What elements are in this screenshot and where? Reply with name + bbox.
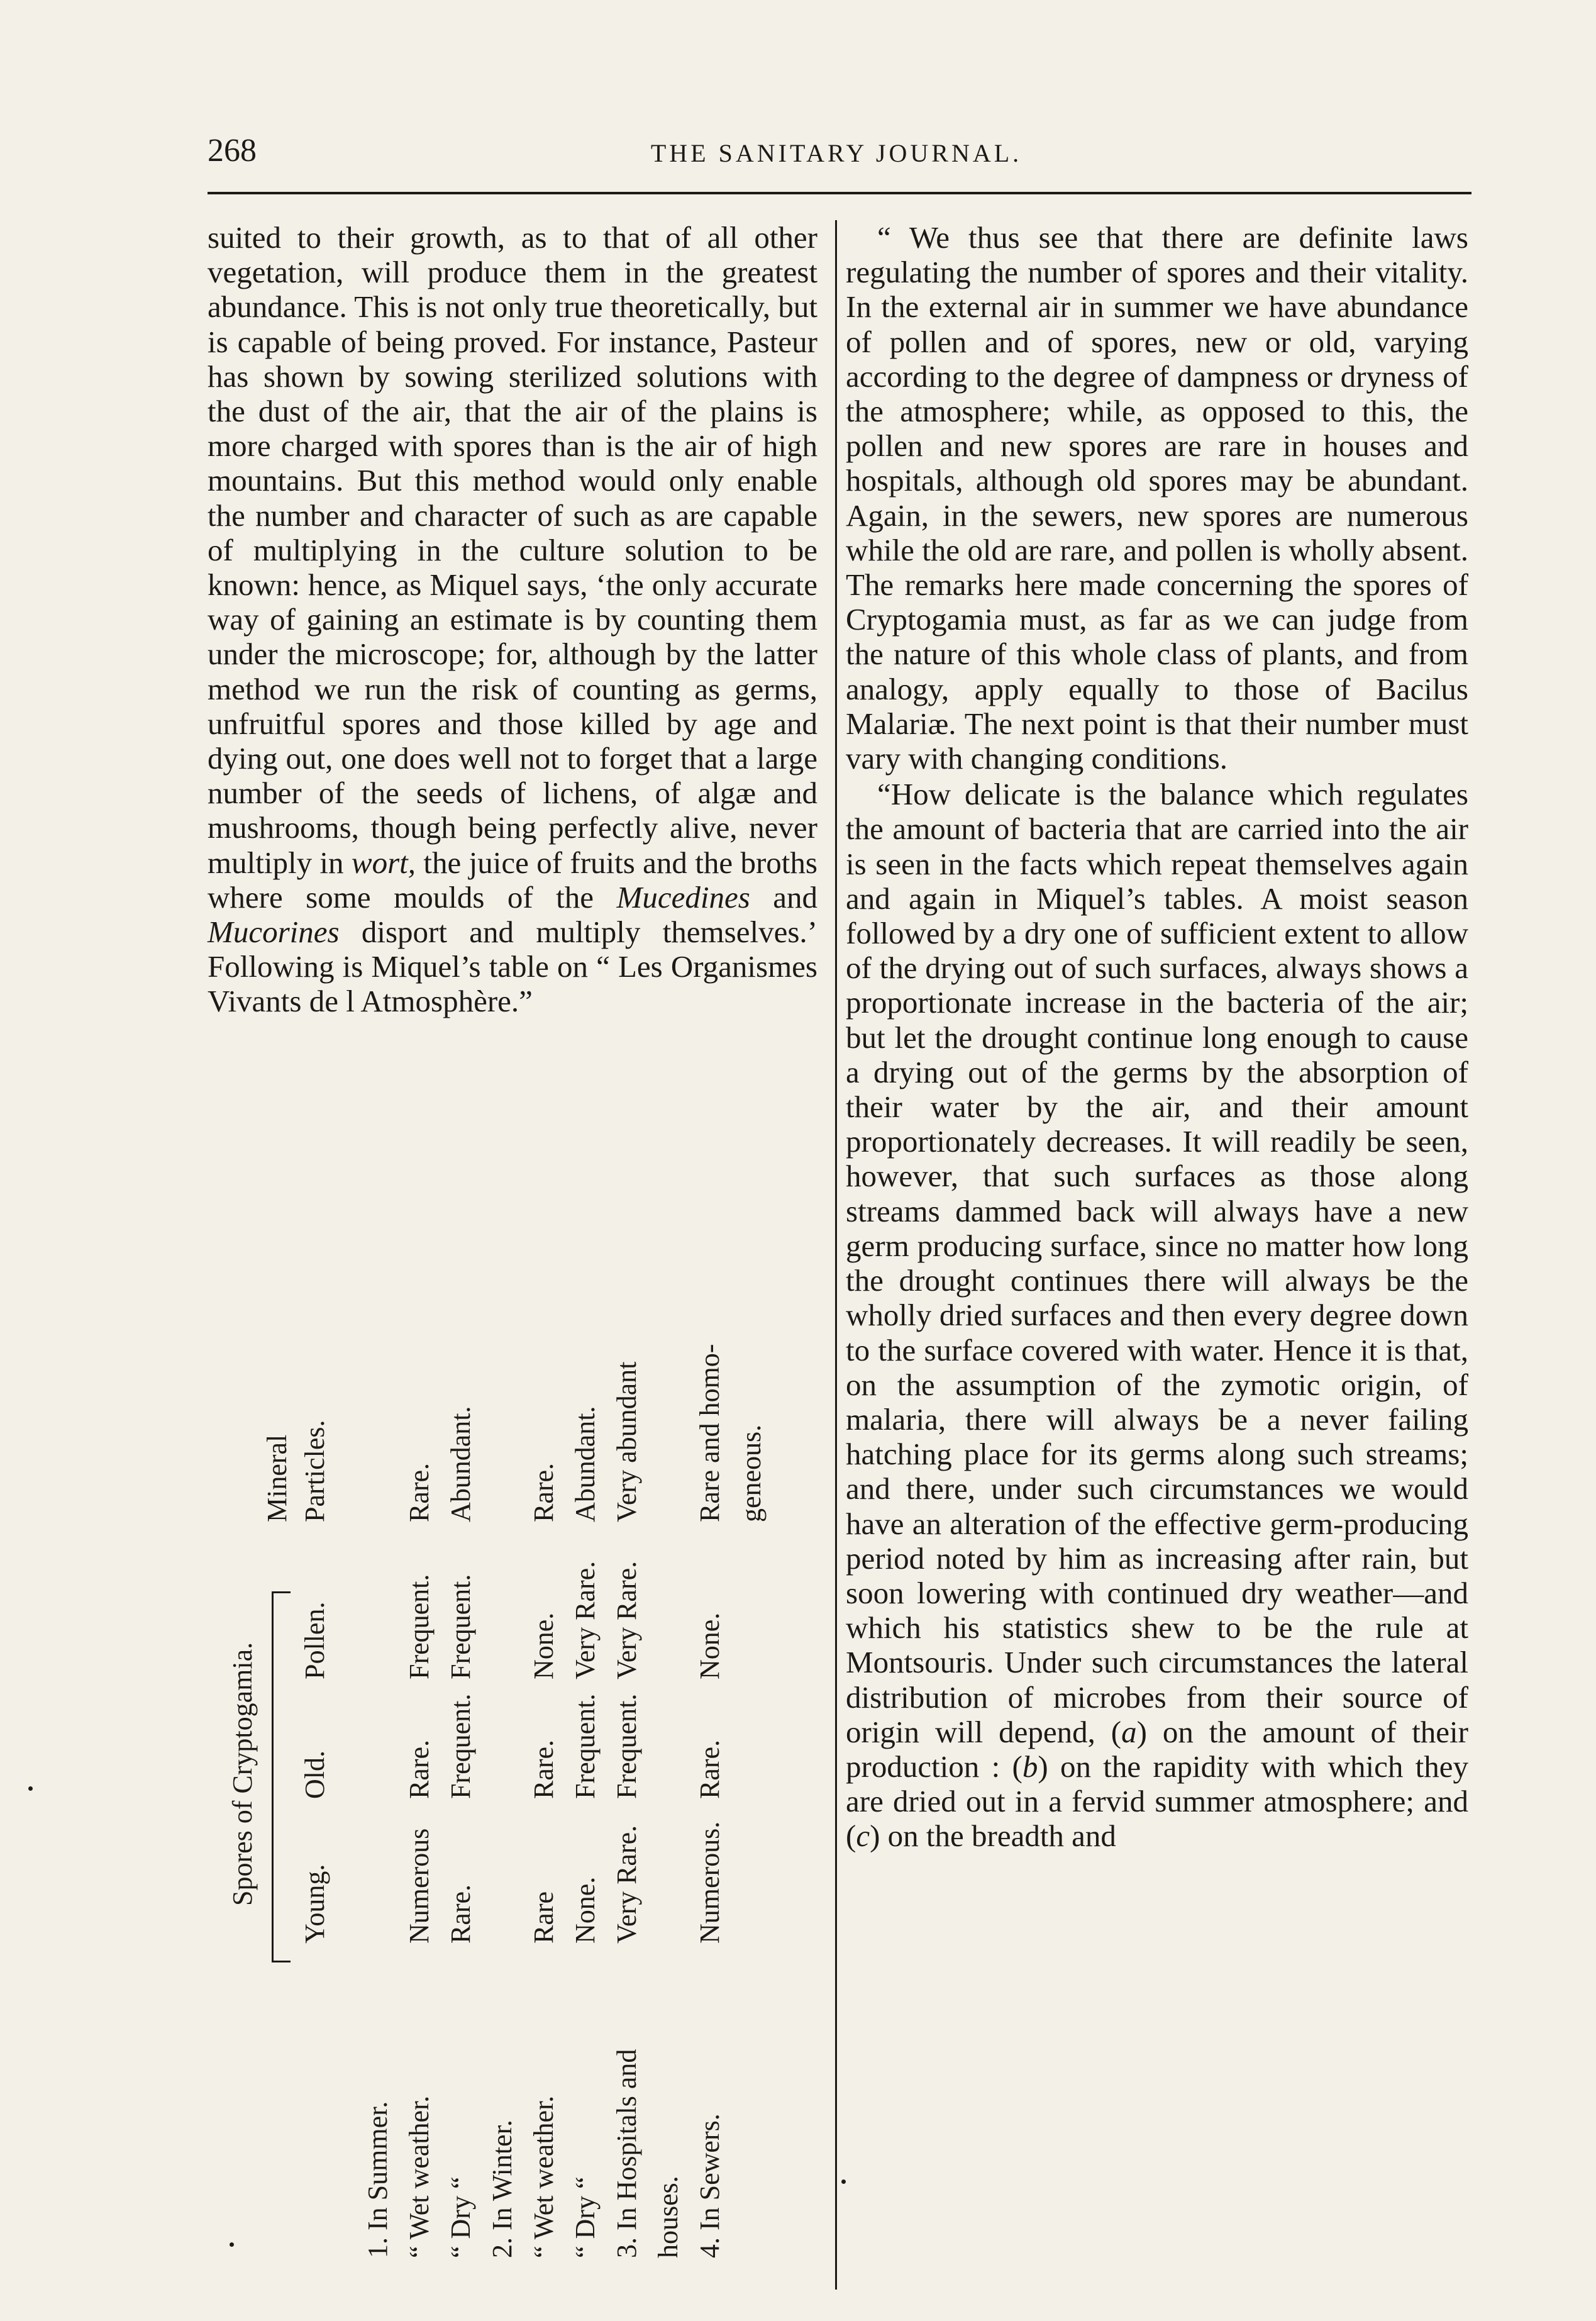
left-italic-mucorines: Mucorines	[208, 915, 340, 950]
table-cell-mineral: Very abundant	[611, 1361, 642, 1522]
table-cell-old: Frequent.	[570, 1693, 601, 1799]
table-cell-young: None.	[570, 1876, 601, 1944]
table-cell-label: 2. In Winter.	[487, 2120, 518, 2258]
table-cell-label: “ Wet weather.	[528, 2095, 559, 2258]
page-number: 268	[208, 133, 257, 169]
running-title: THE SANITARY JOURNAL.	[650, 139, 1022, 167]
left-italic-wort: wort,	[351, 845, 416, 880]
table-cell-mineral: Abundant.	[570, 1406, 601, 1522]
table-cell-young: Numerous.	[694, 1821, 725, 1944]
table-cell-pollen: Very Rare.	[611, 1561, 642, 1679]
header-rule	[208, 192, 1471, 194]
left-text-4: disport and multiply themselves.’ Following is Miquel’s table on “ Les Organismes Vivants de l Atmosphère.”	[208, 915, 817, 1019]
page-header	[208, 120, 1465, 176]
left-text-1: suited to their growth, as to that of all other vegetation, will produce them in the greatest abundance. This is not only true theoretically, but is capable of being proved. For instance, Pasteur has shown by sowing sterilized solutions with the dust of the air, that the air of the plains is more charged with spores than is the air of high mountains. But this method would only enable the number and character of such as are capable of multiplying in the culture solution to be known: hence, as Miquel says, ‘the only accurate way of gaining an estimate is by counting them under the microscope; for, although by the latter method we run the risk of counting as germs, unfruitful spores and those killed by age and dying out, one does well not to forget that a large number of the seeds of lichens, of algæ and mushrooms, though being perfectly alive, never multiply in	[208, 220, 817, 880]
left-italic-mucedines: Mucedines	[616, 879, 750, 915]
table-cell-mineral: Rare and homo-	[694, 1344, 725, 1522]
right-paragraph-2	[846, 777, 1468, 1853]
table-cell-label: “ Wet weather.	[404, 2095, 435, 2258]
table-cell-label: 3. In Hospitals and	[611, 2049, 642, 2258]
table-cell-mineral: Abundant.	[445, 1406, 476, 1522]
table-cell-label: 4. In Sewers.	[694, 2113, 725, 2258]
table-group-brace	[272, 1591, 274, 1962]
column-divider	[835, 220, 837, 2290]
table-cell-pollen: Very Rare.	[570, 1561, 601, 1679]
right-column	[846, 220, 1468, 1854]
right-italic-c: c	[856, 1818, 870, 1854]
table-cell-mineral: Rare.	[404, 1462, 435, 1522]
table-cell-young: Numerous	[404, 1828, 435, 1944]
miquel-table-rotated	[226, 1252, 811, 2258]
table-cell-pollen: None.	[528, 1612, 559, 1679]
table-col-mineral-2: Particles.	[299, 1420, 330, 1522]
table-cell-label: “ Dry “	[570, 2176, 601, 2258]
table-cell-old: Frequent.	[611, 1693, 642, 1799]
table-cell-old: Rare.	[528, 1739, 559, 1799]
right-italic-a: a	[1121, 1714, 1137, 1749]
right-text-4: ) on the breadth and	[870, 1818, 1116, 1854]
table-col-old: Old.	[299, 1750, 330, 1799]
table-cell-label: “ Dry “	[445, 2176, 476, 2258]
table-cell-pollen: Frequent.	[404, 1574, 435, 1679]
table-cell-label: houses.	[653, 2176, 684, 2258]
table-cell-young: Very Rare.	[611, 1825, 642, 1944]
table-col-mineral-1: Mineral	[262, 1434, 292, 1522]
right-paragraph-1: “ We thus see that there are definite laws regulating the number of spores and their vitality. In the external air in summer we have abundance of pollen and of spores, new or old, varying according to the degree of dampness or dryness of the atmosphere; while, as opposed to this, the pollen and new spores are rare in houses and hospitals, although old spores may be abundant. Again, in the sewers, new spores are numerous while the old are rare, and pollen is wholly absent. The remarks here made concerning the spores of Cryptogamia must, as far as we can judge from the nature of this whole class of plants, and from analogy, apply equally to those of Bacilus Malariæ. The next point is that their number must vary with changing conditions.	[846, 220, 1468, 776]
left-text-3: and	[750, 879, 818, 915]
table-col-young: Young.	[299, 1864, 330, 1944]
left-text-2: the juice of fruits and the broths where some moulds of the	[208, 845, 817, 915]
scan-speck	[841, 2179, 846, 2184]
table-cell-old: Rare.	[694, 1739, 725, 1799]
miquel-table	[226, 1252, 811, 2258]
table-cell-old: Frequent.	[445, 1693, 476, 1799]
table-cell-pollen: None.	[694, 1612, 725, 1679]
table-brace-right	[272, 1591, 291, 1593]
scan-speck	[28, 1786, 33, 1791]
table-cell-old: Rare.	[404, 1739, 435, 1799]
table-cell-mineral: geneous.	[736, 1424, 767, 1522]
table-cell-young: Rare.	[445, 1884, 476, 1944]
table-group-header: Spores of Cryptogamia.	[227, 1642, 258, 1906]
scan-speck	[230, 2242, 234, 2247]
table-cell-young: Rare	[528, 1891, 559, 1944]
right-text-1: “How delicate is the balance which regulates the amount of bacteria that are carried into the air is seen in the facts which repeat themselves again and again in Miquel’s tables. A moist season followed by a dry one of sufficient extent to allow of the drying out of such surfaces, always shows a proportionate increase in the bacteria of the air; but let the drought continue long enough to cause a drying out of the germs by the absorption of their water by the air, and their amount proportionately decreases. It will readily be seen, however, that such surfaces as those along streams dammed back will always have a new germ producing surface, since no matter how long the drought continues there will always be the wholly dried surfaces and then every degree down to the surface covered with water. Hence it is that, on the assumption of the zymotic origin, of malaria, there will always be a never failing hatching place for its germs along such streams; and there, under such circumstances we would have an alteration of the effective germ-producing period noted by him as increasing after rain, but soon lowering with continued dry weather—and which his statistics shew to be the rule at Montsouris. Under such circumstances the lateral distribution of microbes from their source of origin will depend, (	[846, 777, 1468, 1749]
table-cell-mineral: Rare.	[528, 1462, 559, 1522]
right-text-2: ) on the amount of their production : (	[846, 1714, 1468, 1784]
table-cell-pollen: Frequent.	[445, 1574, 476, 1679]
right-text-3: ) on the rapidity with which they are dried out in a fervid summer atmosphere; and (	[846, 1749, 1468, 1854]
right-italic-b: b	[1022, 1749, 1038, 1784]
table-col-pollen: Pollen.	[299, 1601, 330, 1679]
table-cell-label: 1. In Summer.	[362, 2101, 393, 2258]
left-paragraph	[208, 220, 817, 1019]
left-column	[208, 220, 817, 1019]
table-brace-left	[272, 1961, 291, 1962]
